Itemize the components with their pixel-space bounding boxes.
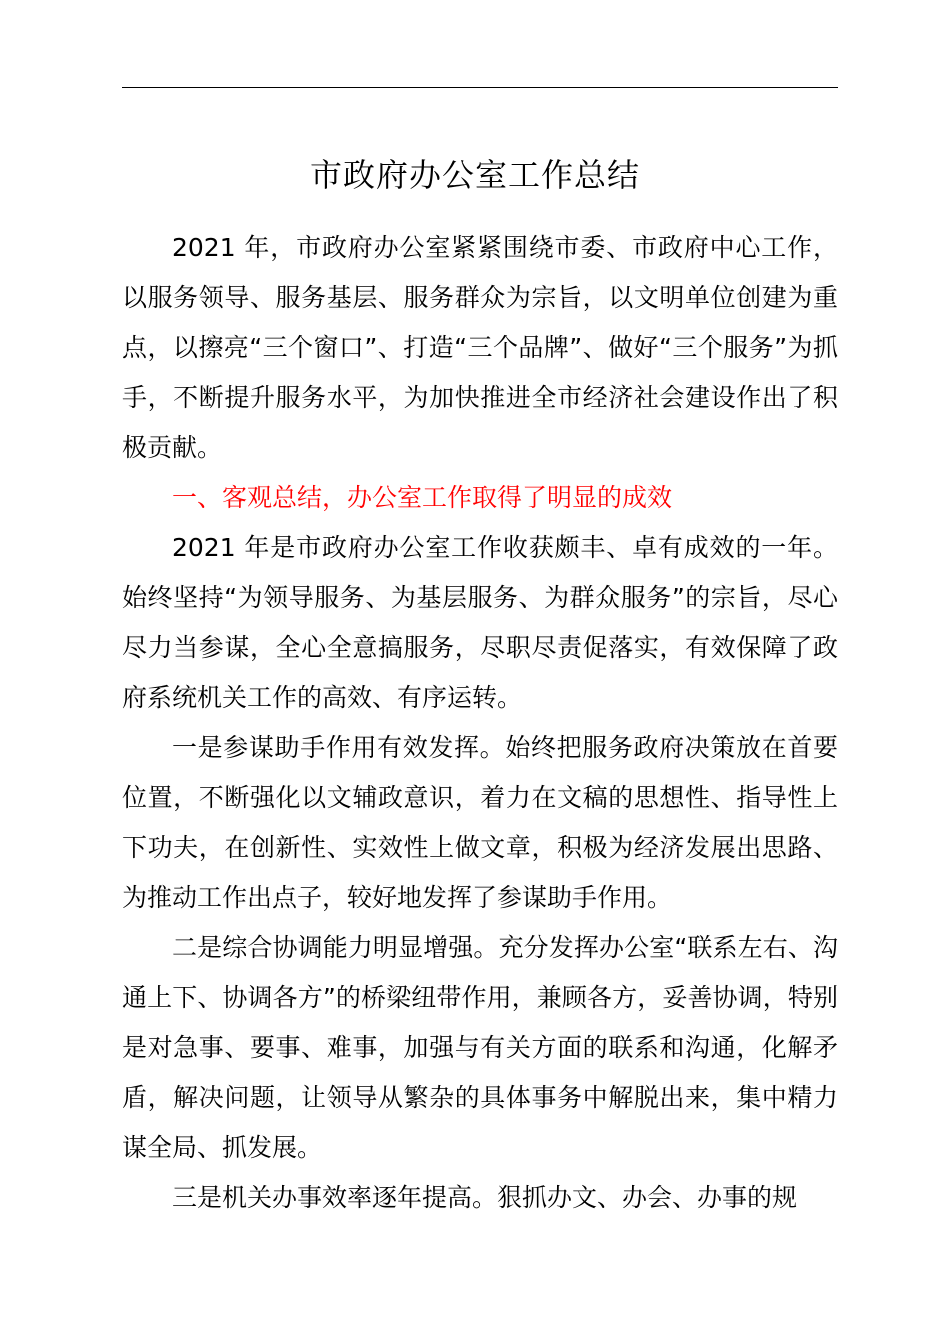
point-three-paragraph: 三是机关办事效率逐年提高。狠抓办文、办会、办事的规 bbox=[172, 1183, 798, 1212]
document-body bbox=[122, 223, 838, 1223]
point-one-paragraph: 一是参谋助手作用有效发挥。始终把服务政府决策放在首要位置，不断强化以文辅政意识，着力在文稿的思想性、指导性上下功夫，在创新性、实效性上做文章，积极为经济发展出思路、为推动工作出点子，较好地发挥了参谋助手作用。 bbox=[122, 733, 838, 912]
section-heading: 一、客观总结，办公室工作取得了明显的成效 bbox=[172, 483, 673, 512]
header-rule bbox=[122, 87, 838, 88]
document-title: 市政府办公室工作总结 bbox=[309, 156, 640, 194]
summary-paragraph: 2021 年是市政府办公室工作收获颇丰、卓有成效的一年。始终坚持“为领导服务、为基层服务、为群众服务”的宗旨，尽心尽力当参谋，全心全意搞服务，尽职尽责促落实，有效保障了政府系统机关工作的高效、有序运转。 bbox=[122, 533, 838, 712]
point-two-paragraph: 二是综合协调能力明显增强。充分发挥办公室“联系左右、沟通上下、协调各方”的桥梁纽带作用，兼顾各方，妥善协调，特别是对急事、要事、难事，加强与有关方面的联系和沟通，化解矛盾，解决问题，让领导从繁杂的具体事务中解脱出来，集中精力谋全局、抓发展。 bbox=[122, 933, 838, 1162]
intro-paragraph: 2021 年，市政府办公室紧紧围绕市委、市政府中心工作，以服务领导、服务基层、服务群众为宗旨，以文明单位创建为重点，以擦亮“三个窗口”、打造“三个品牌”、做好“三个服务”为抓手，不断提升服务水平，为加快推进全市经济社会建设作出了积极贡献。 bbox=[122, 233, 838, 462]
